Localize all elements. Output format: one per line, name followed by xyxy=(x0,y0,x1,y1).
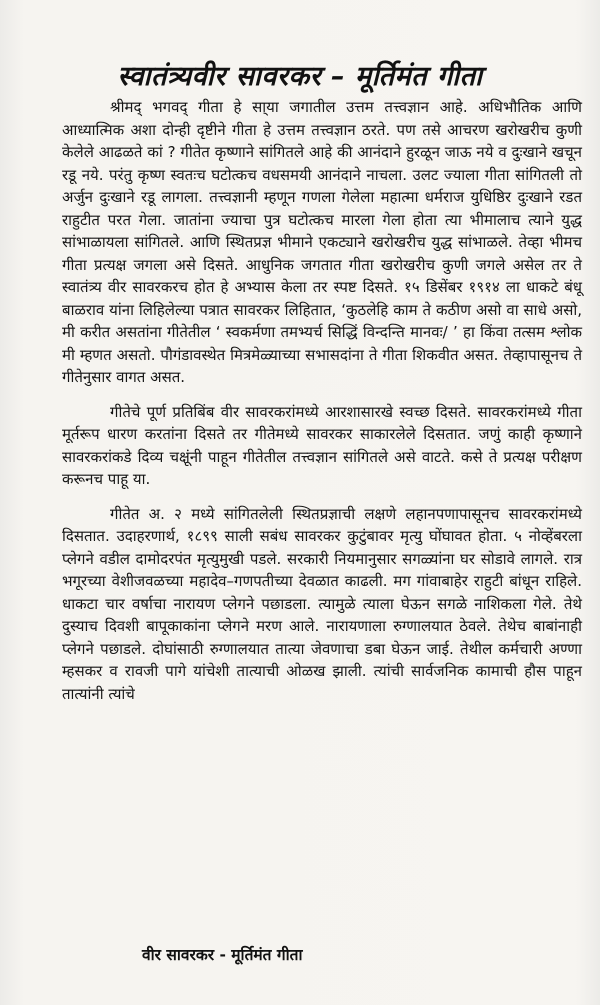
page-footer: वीर सावरकर - मूर्तिमंत गीता xyxy=(142,946,303,964)
page-title: स्वातंत्र्यवीर सावरकर – मूर्तिमंत गीता xyxy=(117,61,483,93)
paragraph-3-text: गीतेत अ. २ मध्ये सांगितलेली स्थितप्रज्ञाची लक्षणे लहानपणापासूनच सावरकरांमध्ये दिसतात. उदाहरणार्थ, १८९९ साली सबंध सावरकर कुटुंबावर मृत्यु घोंघावत होता. ५ नोव्हेंबरला प्लेगने वडील दामोदरपंत मृत्युमुखी पडले. सरकारी नियमानुसार सगळ्यांना घर सोडावे लागले. रात्र भगूरच्या वेशीजवळच्या महादेव–गणपतीच्या देवळात काढली. मग गांवाबाहेर राहुटी बांधून राहिले. धाकटा चार वर्षाचा नारायण प्लेगने पछाडला. त्यामुळे त्याला घेऊन सगळे नाशिकला गेले. तेथे दुस्याच दिवशी बापूकाकांना प्लेगने मरण आले. नारायणाला रुग्णालयात ठेवले. तेथेच बाबांनाही प्लेगने पछाडले. दोघांसाठी रुग्णालयात तात्या जेवणाचा डबा घेऊन जाई. तेथील कर्मचारी अण्णा म्हसकर व रावजी पागे यांचेशी तात्याची ओळख झाली. त्यांची सार्वजनिक कामाची हौस पाहून तात्यांनी त्यांचे xyxy=(62,504,582,703)
paragraph-2-text: गीतेचे पूर्ण प्रतिबिंब वीर सावरकरांमध्ये आरशासारखे स्वच्छ दिसते. सावरकरांमध्ये गीता मूर्तरूप धारण करतांना दिसते तर गीतेमध्ये सावरकर साकारलेले दिसतात. जणुं काही कृष्णाने सावरकरांकडे दिव्य चक्षूंनी पाहून गीतेतील तत्त्वज्ञान सांगितले असे वाटते. कसे ते प्रत्यक्ष परीक्षण करूनच पाहू या. xyxy=(62,402,582,488)
paragraph-3 xyxy=(62,503,582,706)
paragraph-1 xyxy=(62,96,582,389)
body-text xyxy=(62,96,582,717)
paragraph-1-text: श्रीमद् भगवद् गीता हे सा्या जगातील उत्तम तत्त्वज्ञान आहे. अधिभौतिक आणि आध्यात्मिक अशा दोन्ही दृष्टीने गीता हे उत्तम तत्त्वज्ञान ठरते. पण तसे आचरण खरोखरीच कुणी केलेले आढळते कां ? गीतेत कृष्णाने सांगितले आहे की आनंदाने हुरळून जाऊ नये व दुःखाने खचून रडू नये. परंतु कृष्ण स्वतःच घटोत्कच वधसमयी आनंदाने नाचला. उलट ज्याला गीता सांगितली तो अर्जुन दुःखाने रडू लागला. तत्त्वज्ञानी म्हणून गणला गेलेला महात्मा धर्मराज युधिष्ठिर दुःखाने रडत राहुटीत परत गेला. जातांना ज्याचा पुत्र घटोत्कच मारला गेला होता त्या भीमालाच त्याने युद्ध सांभाळायला सांगितले. आणि स्थितप्रज्ञ भीमाने एकट्याने खरोखरीच युद्ध सांभाळले. तेव्हा भीमच गीता प्रत्यक्ष जगला असे दिसते. आधुनिक जगतात गीता खरोखरीच कुणी जगले असेल तर ते स्वातंत्र्य वीर सावरकरच होत हे अभ्यास केला तर स्पष्ट दिसते. १५ डिसेंबर १९१४ ला धाकटे बंधू बाळराव यांना लिहिलेल्या पत्रात सावरकर लिहितात, ‘कुठलेहि काम ते कठीण असो वा साधे असो, मी करीत असतांना गीतेतील ‘ स्वकर्मणा तमभ्यर्च सिद्धिं विन्दन्ति मानवः/ ’ हा किंवा तत्सम श्लोक मी म्हणत असतो. पौगंडावस्थेत मित्रमेळ्याच्या सभासदांना ते गीता शिकवीत असत. तेव्हापासूनच ते गीतेनुसार वागत असत. xyxy=(62,98,582,386)
paragraph-2 xyxy=(62,401,582,491)
